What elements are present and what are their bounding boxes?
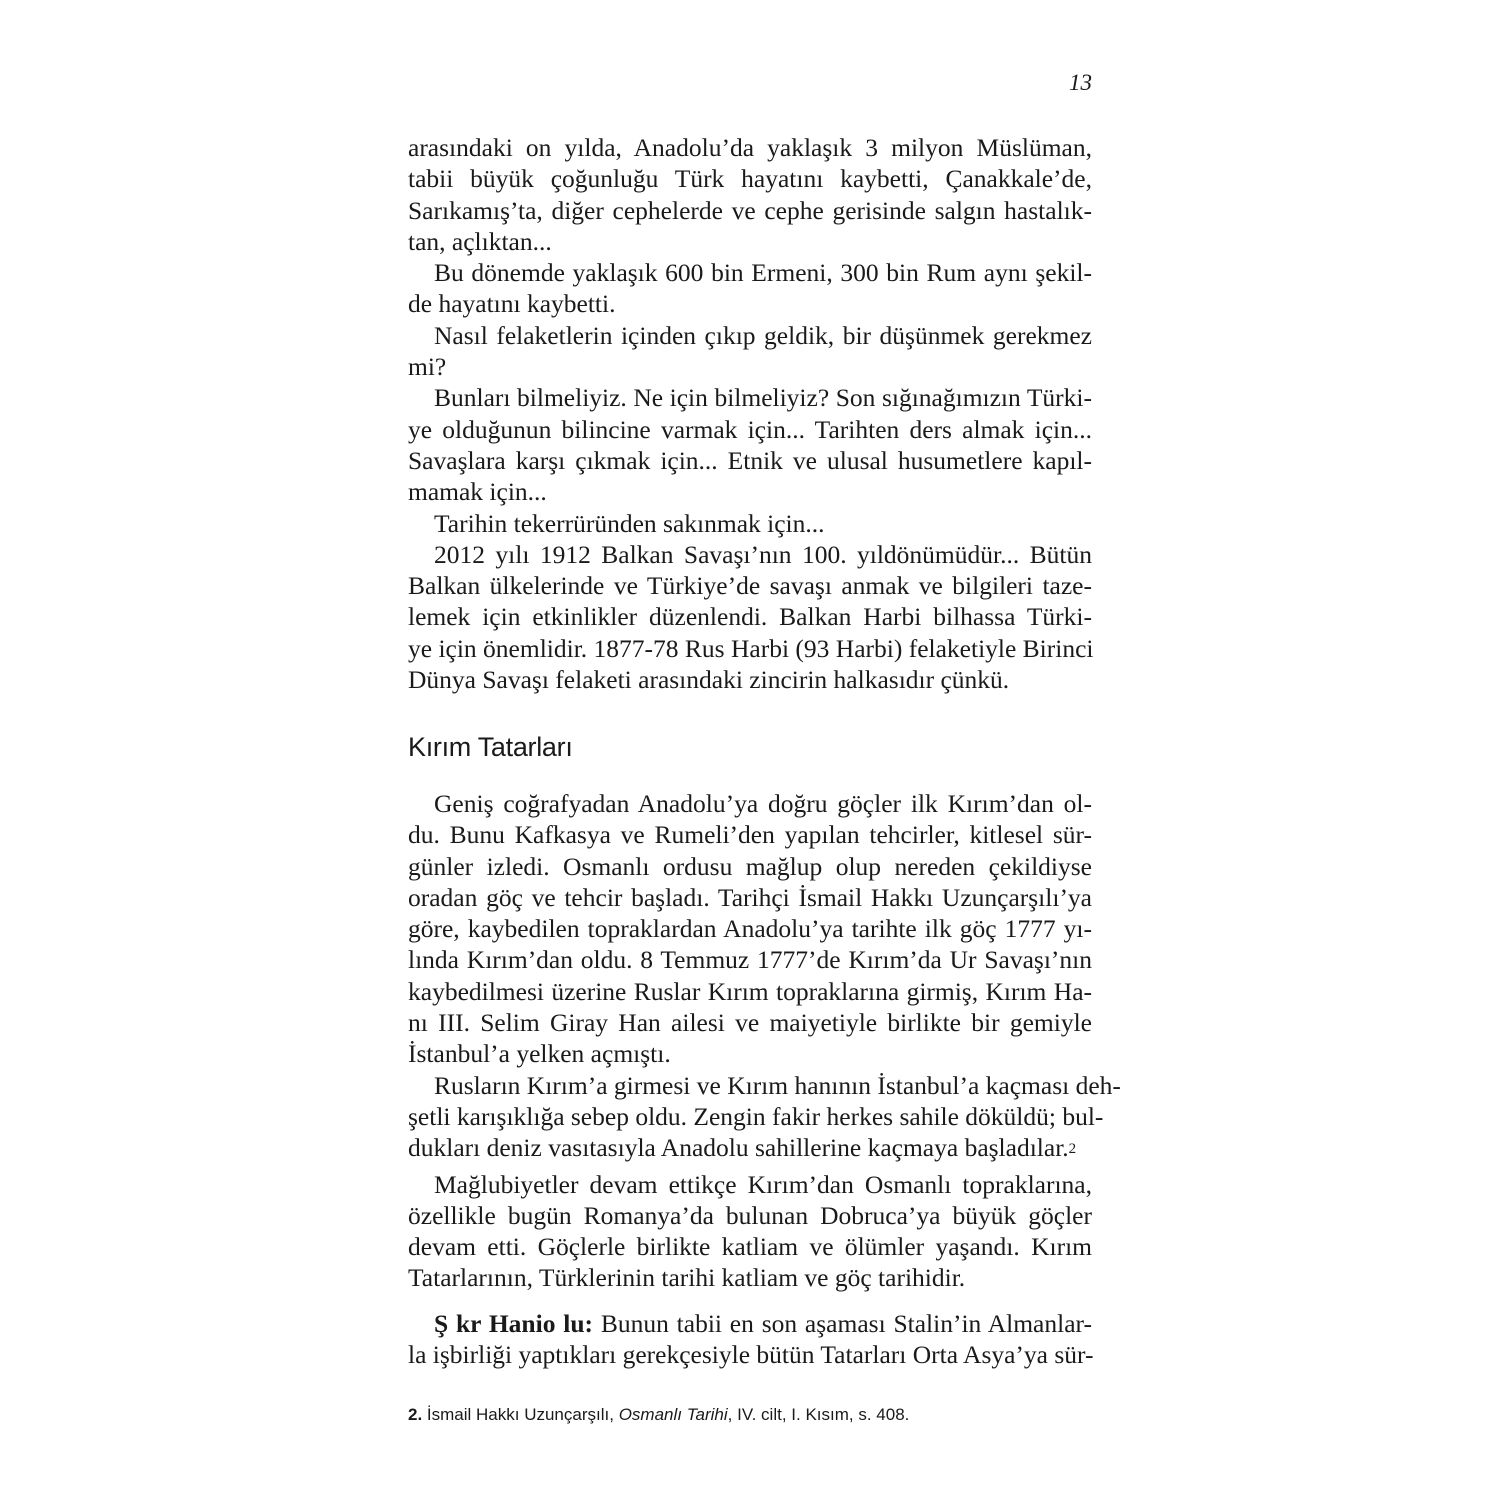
text-line <box>408 351 1092 382</box>
text-line <box>408 320 1092 351</box>
body-text-block-1 <box>408 132 1092 695</box>
text-line <box>408 1007 1092 1038</box>
line-text: tan, açlıktan... <box>408 226 552 256</box>
footnote-reference: 2 <box>1068 1141 1077 1158</box>
line-text: Sarıkamış’ta, diğer cephelerde ve cephe gerisinde salgın hastalık- <box>408 195 1092 225</box>
line-text: tabii büyük çoğunluğu Türk hayatını kaybetti, Çanakkale’de, <box>408 164 1092 194</box>
text-line <box>408 601 1092 632</box>
text-line <box>408 1262 1092 1293</box>
text-line <box>408 944 1092 975</box>
line-text: 2012 yılı 1912 Balkan Savaşı’nın 100. yıldönümüdür... Bütün <box>434 539 1092 569</box>
speaker-name: Ş kr Hanio lu: <box>434 1309 594 1338</box>
text-line <box>408 851 1092 882</box>
line-text: göre, kaybedilen topraklardan Anadolu’ya tarihte ilk göç 1777 yı- <box>408 914 1092 944</box>
line-text: Savaşlara karşı çıkmak için... Etnik ve ulusal husumetlere kapıl- <box>408 445 1092 475</box>
line-text: nı III. Selim Giray Han ailesi ve maiyetiyle birlikte bir gemiyle <box>408 1008 1092 1038</box>
text-line <box>408 788 1092 819</box>
line-text: ye olduğunun bilincine varmak için... Tarihten ders almak için... <box>408 414 1092 444</box>
line-text: Dünya Savaşı felaketi arasındaki zincirin halkasıdır çünkü. <box>408 665 1010 695</box>
text-line <box>408 226 1092 257</box>
line-text: arasındaki on yılda, Anadolu’da yaklaşık 3 milyon Müslüman, <box>408 133 1092 162</box>
line-text: ye için önemlidir. 1877-78 Rus Harbi (93 Harbi) felaketiyle Birinci <box>408 633 1094 663</box>
line-text: mamak için... <box>408 477 547 507</box>
text-line <box>408 1231 1092 1262</box>
text-line <box>408 539 1092 570</box>
text-line <box>408 570 1092 601</box>
speaker-line <box>408 1308 1092 1339</box>
footnote <box>408 1405 909 1425</box>
footnote-author: İsmail Hakkı Uzunçarşılı, <box>422 1405 619 1424</box>
text-line <box>408 476 1092 507</box>
line-text: Rusların Kırım’a girmesi ve Kırım hanının İstanbul’a kaçması deh- <box>434 1070 1121 1100</box>
footnote-rest: , IV. cilt, I. Kısım, s. 408. <box>727 1405 910 1424</box>
line-text: kaybedilmesi üzerine Ruslar Kırım topraklarına girmiş, Kırım Ha- <box>408 976 1092 1006</box>
footnote-number: 2. <box>408 1405 423 1424</box>
line-text: günler izledi. Osmanlı ordusu mağlup olup nereden çekildiyse <box>408 851 1092 881</box>
text-line <box>408 1169 1092 1200</box>
text-line <box>408 664 1092 695</box>
speaker-continuation: la işbirliği yaptıkları gerekçesiyle bütün Tatarları Orta Asya’ya sür- <box>408 1340 1094 1370</box>
text-line <box>408 819 1092 850</box>
text-line <box>408 1200 1092 1231</box>
footnote-title: Osmanlı Tarihi <box>618 1405 728 1424</box>
line-text: Mağlubiyetler devam ettikçe Kırım’dan Osmanlı topraklarına, <box>434 1169 1092 1199</box>
text-line <box>408 445 1092 476</box>
line-text: oradan göç ve tehcir başladı. Tarihçi İsmail Hakkı Uzunçarşılı’ya <box>408 882 1092 912</box>
line-text: Tatarlarının, Türklerinin tarihi katliam ve göç tarihidir. <box>408 1263 966 1293</box>
line-text: İstanbul’a yelken açmıştı. <box>408 1039 671 1069</box>
interview-block <box>408 1308 1092 1371</box>
text-line <box>408 1132 1092 1168</box>
line-text: özellikle bugün Romanya’da bulunan Dobruca’ya büyük göçler <box>408 1200 1092 1230</box>
text-line <box>408 288 1092 319</box>
line-text: mi? <box>408 352 447 382</box>
text-line <box>408 257 1092 288</box>
text-line <box>408 633 1092 664</box>
text-line <box>408 414 1092 445</box>
line-text: Bu dönemde yaklaşık 600 bin Ermeni, 300 bin Rum aynı şekil- <box>434 258 1092 288</box>
line-text: lında Kırım’dan oldu. 8 Temmuz 1777’de Kırım’da Ur Savaşı’nın <box>408 945 1092 975</box>
line-text: de hayatını kaybetti. <box>408 289 616 319</box>
line-text: şetli karışıklığa sebep oldu. Zengin fakir herkes sahile döküldü; bul- <box>408 1101 1104 1131</box>
line-text: Nasıl felaketlerin içinden çıkıp geldik, bir düşünmek gerekmez <box>434 320 1092 350</box>
body-text-block-2 <box>408 788 1121 1294</box>
text-line <box>408 882 1092 913</box>
line-text: lemek için etkinlikler düzenlendi. Balkan Harbi bilhassa Türki- <box>408 602 1092 632</box>
text-line <box>408 976 1092 1007</box>
text-line <box>408 1038 1092 1069</box>
line-text: devam etti. Göçlerle birlikte katliam ve ölümler yaşandı. Kırım <box>408 1232 1092 1262</box>
line-text: dukları deniz vasıtasıyla Anadolu sahillerine kaçmaya başladılar. <box>408 1133 1069 1163</box>
text-line <box>408 195 1092 226</box>
text-line <box>408 382 1092 413</box>
line-text: Balkan ülkelerinde ve Türkiye’de savaşı anmak ve bilgileri taze- <box>408 571 1092 601</box>
section-heading: Kırım Tatarları <box>408 732 573 762</box>
text-line <box>408 132 1092 163</box>
line-text: Bunları bilmeliyiz. Ne için bilmeliyiz? Son sığınağımızın Türki- <box>434 383 1092 413</box>
line-text: Geniş coğrafyadan Anadolu’ya doğru göçler ilk Kırım’dan ol- <box>434 789 1092 818</box>
text-line <box>408 1070 1121 1101</box>
line-text: du. Bunu Kafkasya ve Rumeli’den yapılan tehcirler, kitlesel sür- <box>408 820 1092 850</box>
line-text: Tarihin tekerrüründen sakınmak için... <box>434 508 825 538</box>
page-number: 13 <box>1069 70 1092 95</box>
text-line <box>408 163 1092 194</box>
text-line <box>408 913 1092 944</box>
text-line <box>408 1101 1104 1132</box>
speaker-text: Bunun tabii en son aşaması Stalin’in Almanlar- <box>593 1309 1092 1338</box>
text-line <box>408 508 1092 539</box>
